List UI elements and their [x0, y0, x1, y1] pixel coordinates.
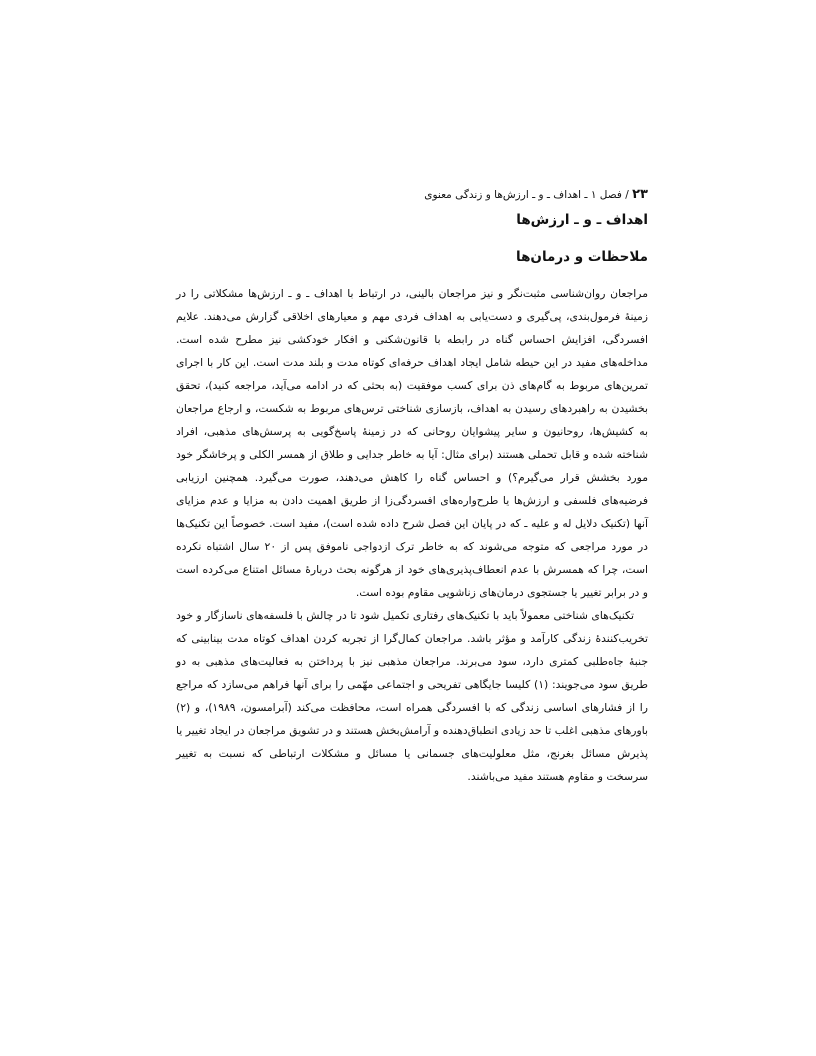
paragraph-1: مراجعان روان‌شناسی مثبت‌نگر و نیز مراجعان بالینی، در ارتباط با اهداف ـ و ـ ارزش‌ها مشکلاتی را در زمینهٔ فرمول‌بندی، پی‌گیری و دست‌یابی به اهداف فردی مهم و معیارهای اخلاقی گزارش می‌دهند. علایم افسردگی، افزایش احساس گناه در رابطه با قانون‌شکنی و افکار خودکشی نیز مطرح شده است. مداخله‌های مفید در این حیطه شامل ایجاد اهداف حرفه‌ای کوتاه مدت و بلند مدت است. این کار با اجرای تمرین‌های مربوط به گام‌های ذن برای کسب موفقیت (به بحثی که در ادامه می‌آید، مراجعه کنید)، تحقق بخشیدن به راهبردهای رسیدن به اهداف، بازسازی شناختی ترس‌های مربوط به شکست، و ارجاع مراجعان به کشیش‌ها، روحانیون و سایر پیشوایان روحانی که در زمینهٔ پاسخ‌گویی به پرسش‌های مذهبی، افراد شناخته شده و قابل تحملی هستند (برای مثال: آیا به خاطر جدایی و طلاق از همسر الکلی و پرخاشگر خود مورد بخشش قرار می‌گیرم؟) و احساس گناه را کاهش می‌دهند، صورت می‌گیرد. همچنین ارزیابی فرضیه‌های فلسفی و ارزش‌ها یا طرح‌واره‌های افسردگی‌زا از طریق اهمیت دادن به مزایا و عدم مزایای آنها (تکنیک دلایل له و علیه ـ که در پایان این فصل شرح داده شده است)، مفید است. خصوصاً این تکنیک‌ها در مورد مراجعی که متوجه می‌شوند که به خاطر ترک ازدواجی ناموفق پس از ۲۰ سال اشتباه نکرده است، چرا که همسرش با عدم انعطاف‌پذیری‌های خود از هرگونه بحث دربارهٔ مسائل امتناع می‌کرده است و در برابر تغییر یا جستجوی درمان‌های زناشویی مقاوم بوده است.	[176, 287, 648, 599]
chapter-title: فصل ۱ ـ اهداف ـ و ـ ارزش‌ها و زندگی معنوی	[424, 189, 622, 201]
subsection-title: ملاحظات و درمان‌ها	[516, 249, 648, 265]
section-title: اهداف ـ و ـ ارزش‌ها	[516, 212, 648, 228]
header-separator: /	[625, 189, 629, 201]
running-header	[176, 187, 648, 203]
body-text	[176, 282, 648, 788]
page-number: ۲۳	[632, 187, 648, 202]
paragraph-2: تکنیک‌های شناختی معمولاً باید با تکنیک‌های رفتاری تکمیل شود تا در چالش با فلسفه‌های ناسازگار و خود تخریب‌کنندهٔ زندگی کارآمد و مؤثر باشد. مراجعان کمال‌گرا از تجربه کردن اهداف کوتاه مدت بینابینی که جنبهٔ جاه‌طلبی کمتری دارد، سود می‌برند. مراجعان مذهبی نیز با پرداختن به فعالیت‌های مذهبی به دو طریق سود می‌جویند: (۱) کلیسا جایگاهی تفریحی و اجتماعی مهّمی را برای آنها فراهم می‌سازد که مراجع را از فشارهای اساسی زندگی که با افسردگی همراه است، محافظت می‌کند (آبرامسون، ۱۹۸۹)، و (۲) باورهای مذهبی اغلب تا حد زیادی انطباق‌دهنده و آرامش‌بخش هستند و در تشویق مراجعان در ایجاد تغییر یا پذیرش مسائل بغرنج، مثل معلولیت‌های جسمانی یا مسائل و مشکلات ارتباطی که نسبت به تغییر سرسخت و مقاوم هستند مفید می‌باشند.	[176, 609, 649, 783]
